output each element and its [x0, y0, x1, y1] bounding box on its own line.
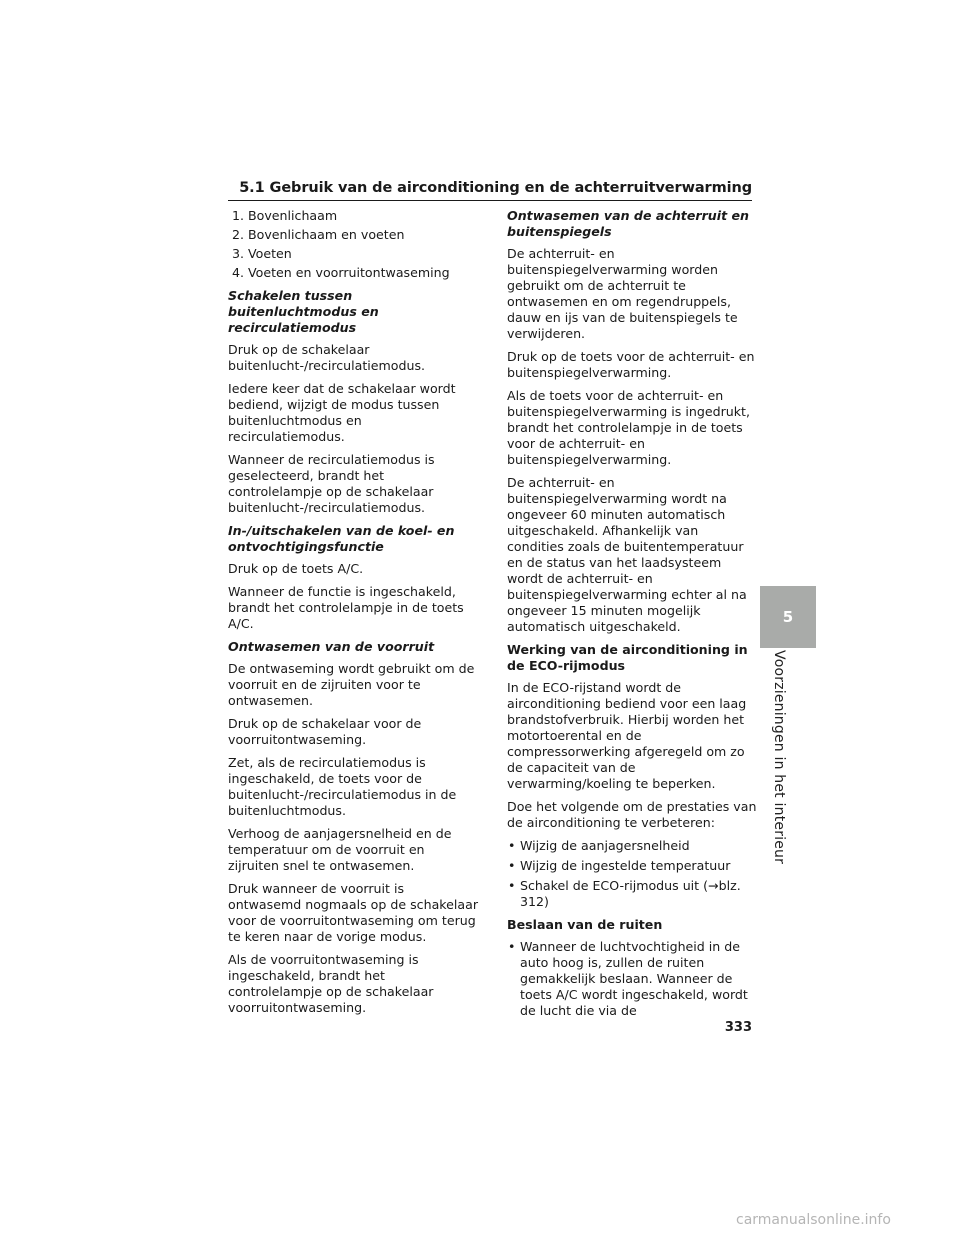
chapter-title: Voorzieningen in het interieur: [771, 650, 787, 865]
list-item: 3. Voeten: [248, 246, 478, 262]
list-item: 4. Voeten en voorruitontwaseming: [248, 265, 478, 281]
heading-recirculation: Schakelen tussen buitenluchtmodus en recirculatiemodus: [228, 288, 379, 335]
chapter-tab: 5: [760, 586, 816, 648]
numbered-list: [228, 208, 478, 281]
bullet-list: [507, 939, 757, 1019]
paragraph: In de ECO-rijstand wordt de airconditioning bediend voor een laag brandstofverbruik. Hierbij worden het motortoerental en de compressorwerking afgeregeld om zo de capaciteit van de verwarming/koeling te beperken.: [507, 680, 747, 791]
heading-rear-defog: Ontwasemen van de achterruit en buitenspiegels: [507, 208, 749, 239]
heading-fogging: Beslaan van de ruiten: [507, 917, 663, 932]
paragraph: De ontwaseming wordt gebruikt om de voorruit en de zijruiten voor te ontwasemen.: [228, 661, 475, 708]
page-number: 333: [724, 1020, 752, 1035]
bullet-list: [507, 838, 757, 910]
paragraph: Druk op de schakelaar voor de voorruitontwaseming.: [228, 716, 422, 747]
paragraph: Als de toets voor de achterruit- en buitenspiegelverwarming is ingedrukt, brandt het controlelampje in de toets voor de achterruit- en buitenspiegelverwarming.: [507, 388, 750, 467]
right-column: [507, 208, 757, 1026]
list-item-text: Schakel de ECO-rijmodus uit (→blz. 312): [520, 878, 741, 909]
paragraph: Doe het volgende om de prestaties van de airconditioning te verbeteren:: [507, 799, 757, 830]
paragraph: Zet, als de recirculatiemodus is ingeschakeld, de toets voor de buitenlucht-/recirculatiemodus in de buitenluchtmodus.: [228, 755, 457, 818]
list-item: [507, 939, 757, 1019]
header-rule: [228, 200, 752, 201]
section-header: 5.1 Gebruik van de airconditioning en de achterruitverwarming: [239, 180, 752, 196]
bullet-icon: •: [508, 878, 516, 893]
list-item-text: Wijzig de aanjagersnelheid: [520, 838, 690, 853]
bullet-icon: •: [508, 838, 516, 853]
bullet-icon: •: [508, 858, 516, 873]
paragraph: Als de voorruitontwaseming is ingeschakeld, brandt het controlelampje op de schakelaar voorruitontwaseming.: [228, 952, 434, 1015]
list-item: [507, 858, 757, 874]
heading-cooling: In-/uitschakelen van de koel- en ontvochtigingsfunctie: [228, 523, 455, 554]
bullet-icon: •: [508, 939, 516, 954]
paragraph: Druk op de toets A/C.: [228, 561, 364, 576]
heading-eco-mode: Werking van de airconditioning in de ECO-rijmodus: [507, 642, 748, 673]
list-item: [507, 878, 757, 910]
list-item: [507, 838, 757, 854]
list-item-text: Wanneer de luchtvochtigheid in de auto hoog is, zullen de ruiten gemakkelijk beslaan. Wanneer de toets A/C wordt ingeschakeld, wordt de lucht die via de: [520, 939, 748, 1018]
list-item: 1. Bovenlichaam: [248, 208, 478, 224]
watermark: carmanualsonline.info: [736, 1212, 891, 1228]
paragraph: Iedere keer dat de schakelaar wordt bediend, wijzigt de modus tussen buitenluchtmodus en recirculatiemodus.: [228, 381, 456, 444]
paragraph: De achterruit- en buitenspiegelverwarming wordt na ongeveer 60 minuten automatisch uitgeschakeld. Afhankelijk van condities zoals de buitentemperatuur en de status van het laadsysteem wordt de achterruit- en buitenspiegelverwarming echter al na ongeveer 15 minuten mogelijk automatisch uitgeschakeld.: [507, 475, 747, 634]
paragraph: Wanneer de functie is ingeschakeld, brandt het controlelampje in de toets A/C.: [228, 584, 464, 631]
paragraph: Druk op de toets voor de achterruit- en buitenspiegelverwarming.: [507, 349, 755, 380]
list-item: 2. Bovenlichaam en voeten: [248, 227, 478, 243]
paragraph: Wanneer de recirculatiemodus is geselecteerd, brandt het controlelampje op de schakelaar buitenlucht-/recirculatiemodus.: [228, 452, 435, 515]
heading-windshield-defog: Ontwasemen van de voorruit: [228, 639, 435, 654]
list-item-text: Wijzig de ingestelde temperatuur: [520, 858, 731, 873]
paragraph: De achterruit- en buitenspiegelverwarming worden gebruikt om de achterruit te ontwasemen en om regendruppels, dauw en ijs van de buitenspiegels te verwijderen.: [507, 246, 738, 341]
paragraph: Druk op de schakelaar buitenlucht-/recirculatiemodus.: [228, 342, 426, 373]
left-column: [228, 208, 478, 1023]
paragraph: Druk wanneer de voorruit is ontwasemd nogmaals op de schakelaar voor de voorruitontwaseming om terug te keren naar de vorige modus.: [228, 881, 478, 944]
paragraph: Verhoog de aanjagersnelheid en de temperatuur om de voorruit en zijruiten snel te ontwasemen.: [228, 826, 452, 873]
